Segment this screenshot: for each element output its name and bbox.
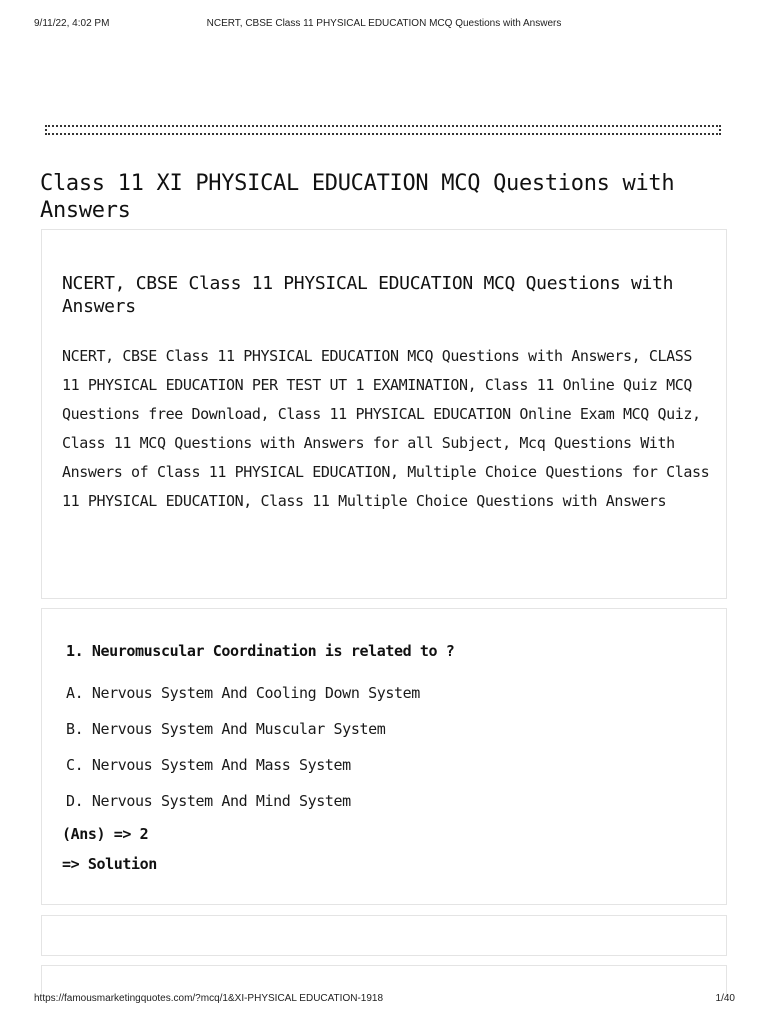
- question-text: 1. Neuromuscular Coordination is related to ?: [66, 642, 455, 660]
- print-footer: [0, 993, 768, 1007]
- option-b[interactable]: B. Nervous System And Muscular System: [66, 720, 386, 738]
- empty-card: [41, 965, 727, 995]
- intro-card: [41, 229, 727, 599]
- page-title: Class 11 XI PHYSICAL EDUCATION MCQ Questions with Answers: [40, 171, 675, 223]
- solution-link[interactable]: => Solution: [62, 855, 157, 873]
- answer-text: (Ans) => 2: [62, 825, 149, 843]
- intro-heading: NCERT, CBSE Class 11 PHYSICAL EDUCATION MCQ Questions with Answers: [62, 273, 674, 317]
- print-header: [0, 18, 768, 32]
- print-url: https://famousmarketingquotes.com/?mcq/1&XI-PHYSICAL EDUCATION-1918: [34, 993, 384, 1004]
- empty-card: [41, 915, 727, 956]
- option-c[interactable]: C. Nervous System And Mass System: [66, 756, 351, 774]
- print-datetime: 9/11/22, 4:02 PM: [34, 18, 110, 29]
- question-card: [41, 608, 727, 905]
- option-a[interactable]: A. Nervous System And Cooling Down System: [66, 684, 420, 702]
- option-d[interactable]: D. Nervous System And Mind System: [66, 792, 351, 810]
- ad-placeholder: [45, 125, 721, 135]
- page-indicator: 1/40: [715, 993, 735, 1004]
- intro-description: NCERT, CBSE Class 11 PHYSICAL EDUCATION MCQ Questions with Answers, CLASS 11 PHYSICAL EDUCATION PER TEST UT 1 EXAMINATION, Class 11 Online Quiz MCQ Questions free Download, Class 11 PHYSICAL EDUCATION Online Exam MCQ Quiz, Class 11 MCQ Questions with Answers for all Subject, Mcq Questions With Answers of Class 11 PHYSICAL EDUCATION, Multiple Choice Questions for Class 11 PHYSICAL EDUCATION, Class 11 Multiple Choice Questions with Answers: [62, 347, 710, 510]
- print-doc-title: NCERT, CBSE Class 11 PHYSICAL EDUCATION MCQ Questions with Answers: [206, 18, 562, 29]
